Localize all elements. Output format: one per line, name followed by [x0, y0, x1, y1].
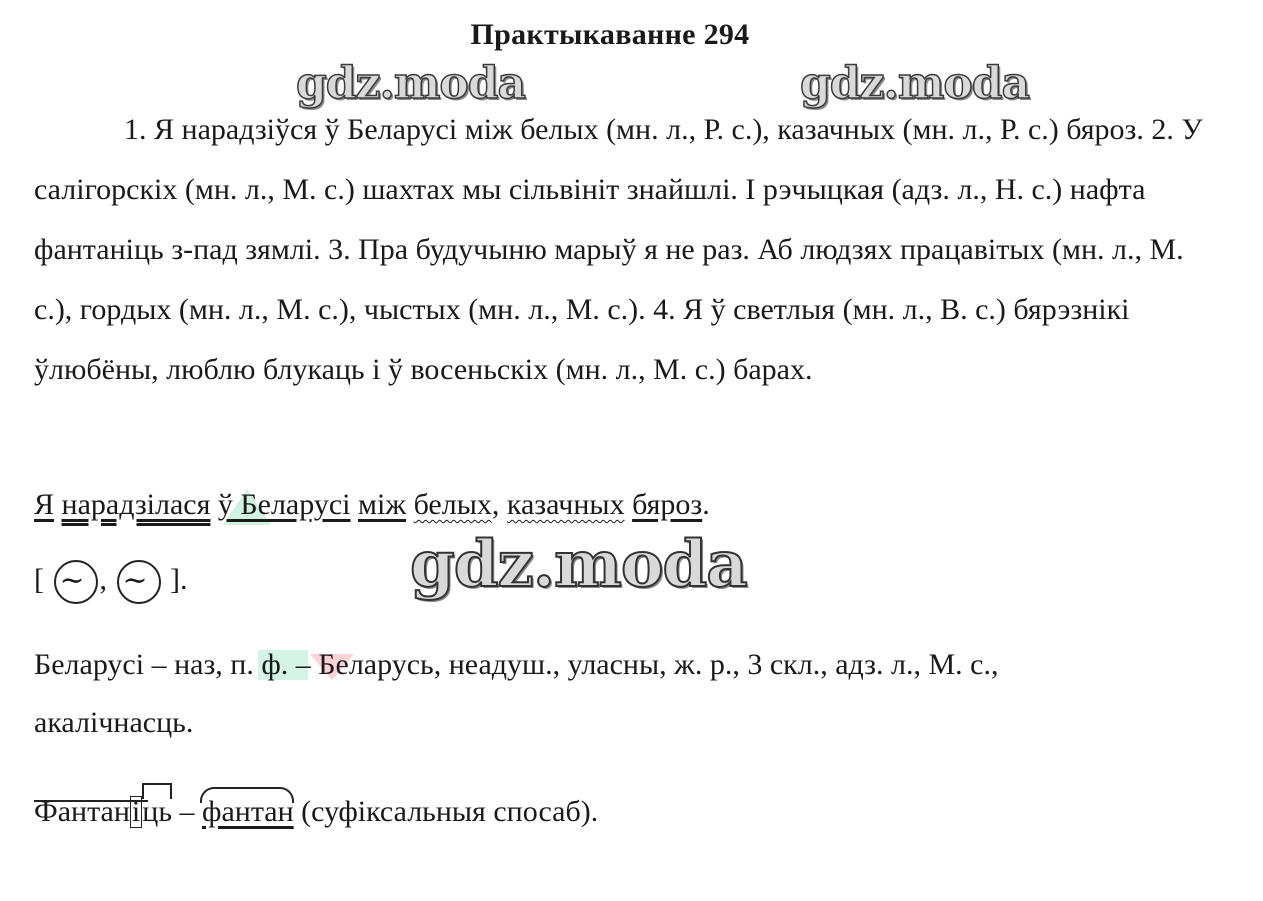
watermark: gdz.moda — [296, 58, 526, 109]
scheme-comma: , — [99, 562, 107, 596]
subject-word: Я — [34, 488, 55, 521]
morph-analysis-line: акалічнасць. — [34, 706, 194, 739]
formation-note: (суфіксальныя спосаб). — [293, 795, 599, 828]
page-title: Практыкаванне 294 — [470, 18, 750, 51]
morph-analysis-line: Беларусі – наз, п. ф. – Беларусь, неадуш., уласны, ж. р., 3 скл., адз. л., М. с., — [34, 648, 999, 681]
scheme-bracket-close: ]. — [170, 562, 188, 596]
watermark: gdz.moda — [800, 58, 1030, 109]
attribute-word: белых — [413, 488, 492, 521]
predicate-word: нарадзілася — [61, 488, 211, 521]
root-word: фантан — [202, 795, 294, 828]
suffix-box: і — [131, 795, 141, 828]
word-base: Фантан — [34, 795, 130, 828]
scheme-circle-icon — [54, 560, 98, 604]
adverbial-phrase: ў Беларусі — [217, 488, 351, 521]
attribute-word: казачных — [506, 488, 625, 521]
word-ending: ць — [142, 795, 173, 828]
word-formation — [34, 795, 598, 829]
period: . — [702, 488, 710, 521]
watermark: gdz.moda — [410, 527, 747, 602]
parsed-sentence — [34, 488, 710, 522]
object-word: бяроз — [632, 488, 703, 521]
scheme-bracket-open: [ — [34, 562, 44, 596]
scheme-circle-icon — [117, 560, 161, 604]
exercise-text: 1. Я нарадзіўся ў Беларусі між белых (мн. л., Р. с.), казачных (мн. л., Р. с.) бяроз. 2. У салігорскіх (мн. л., М. с.) шахтах мы сільвініт знайшлі. І рэчыцкая (адз. л., Н. с.) нафта фантаніць з-пад зямлі. 3. Пра будучыню марыў я не раз. Аб людзях працавітых (мн. л., М. с.), гордых (мн. л., М. с.), чыстых (мн. л., М. с.). 4. Я ў светлыя (мн. л., В. с.) бярэзнікі ўлюбёны, люблю блукаць і ў восеньскіх (мн. л., М. с.) барах. — [34, 113, 1203, 386]
dash: – — [172, 795, 203, 828]
comma: , — [491, 488, 500, 521]
sentence-scheme — [34, 560, 188, 604]
preposition-word: між — [358, 488, 407, 521]
